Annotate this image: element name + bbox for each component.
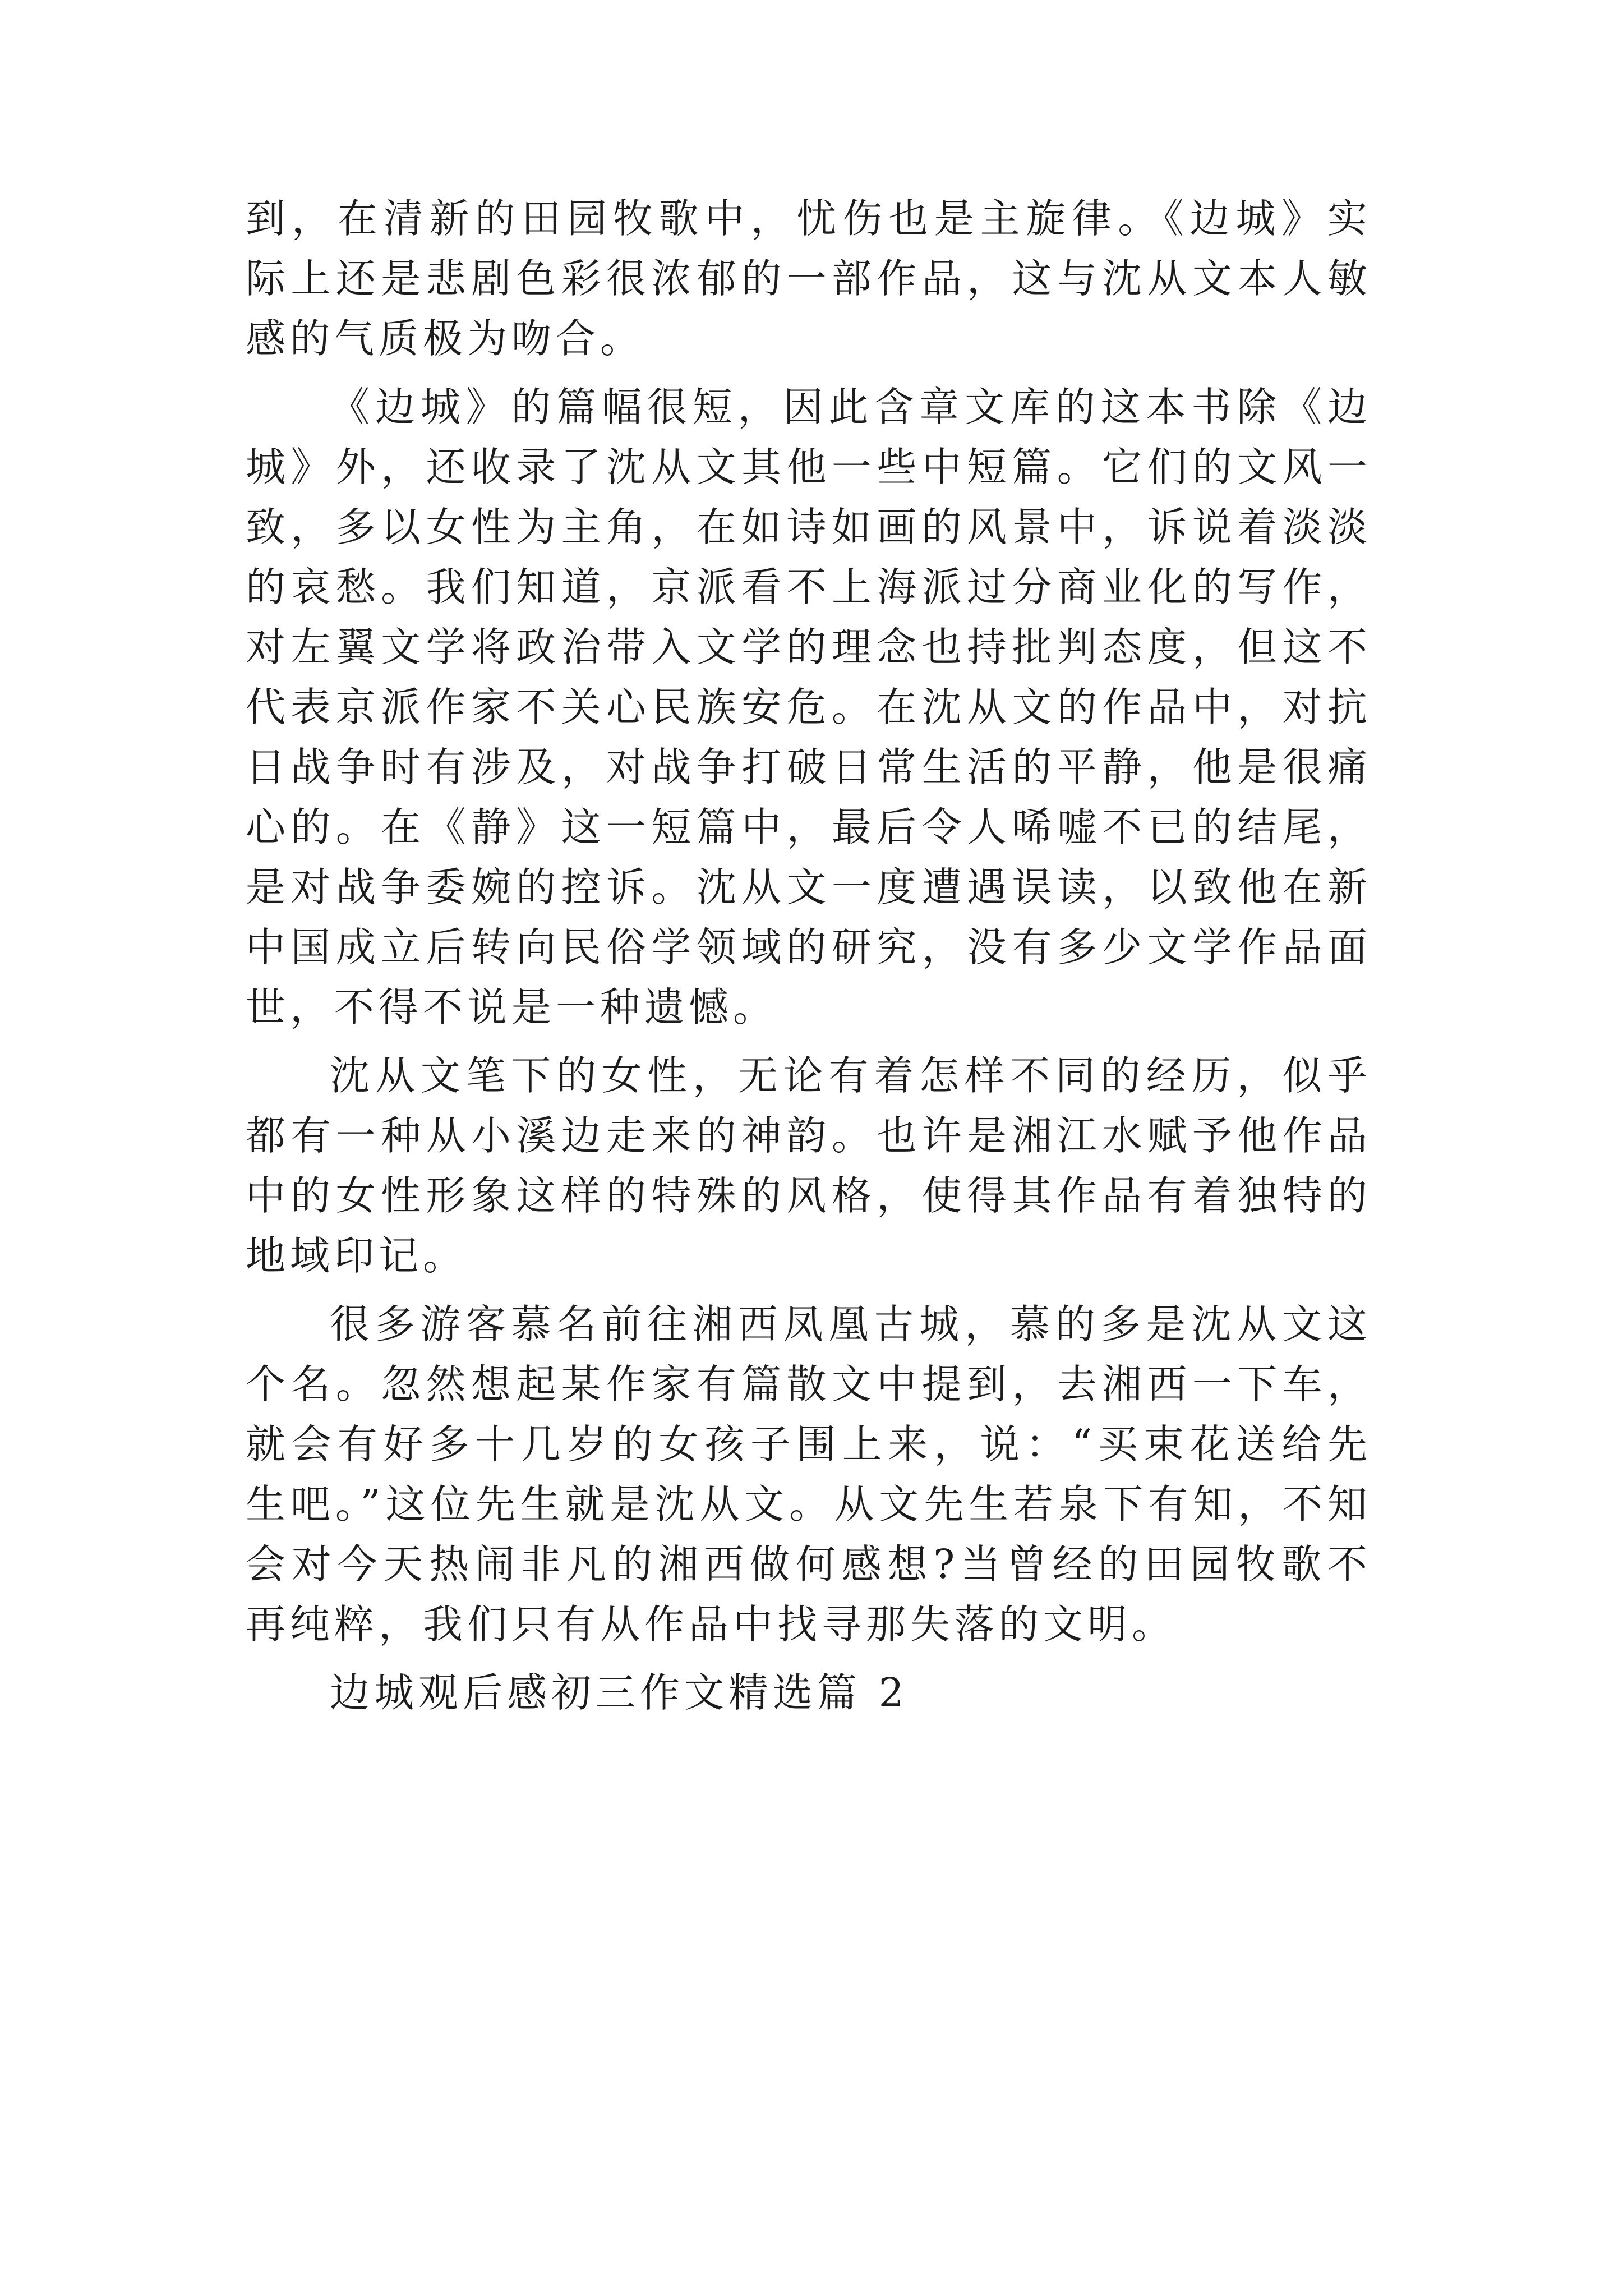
section-heading: 边城观后感初三作文精选篇 2 (330, 1669, 909, 1716)
paragraph-continuation: 到，在清新的田园牧歌中，忧伤也是主旋律。《边城》实际上还是悲剧色彩很浓郁的一部作品，这与沈从文本人敏感的气质极为吻合。 (246, 195, 1372, 362)
paragraph-xiangxi-visitors: 很多游客慕名前往湘西凤凰古城，慕的多是沈从文这个名。忽然想起某作家有篇散文中提到，去湘西一下车，就会有好多十几岁的女孩子围上来，说：“买束花送给先生吧。”这位先生就是沈从文。从文先生若泉下有知，不知会对今天热闹非凡的湘西做何感想?当曾经的田园牧歌不再纯粹，我们只有从作品中找寻那失落的文明。 (246, 1301, 1372, 1648)
paragraph-biancheng-length: 《边城》的篇幅很短，因此含章文库的这本书除《边城》外，还收录了沈从文其他一些中短篇。它们的文风一致，多以女性为主角，在如诗如画的风景中，诉说着淡淡的哀愁。我们知道，京派看不上海派过分商业化的写作，对左翼文学将政治带入文学的理念也持批判态度，但这不代表京派作家不关心民族安危。在沈从文的作品中，对抗日战争时有涉及，对战争打破日常生活的平静，他是很痛心的。在《静》这一短篇中，最后令人唏嘘不已的结尾，是对战争委婉的控诉。沈从文一度遭遇误读，以致他在新中国成立后转向民俗学领域的研究，没有多少文学作品面世，不得不说是一种遗憾。 (246, 384, 1372, 1030)
document-body (246, 188, 1372, 1731)
paragraph-female-characters: 沈从文笔下的女性，无论有着怎样不同的经历，似乎都有一种从小溪边走来的神韵。也许是湘江水赋予他作品中的女性形象这样的特殊的风格，使得其作品有着独特的地域印记。 (246, 1052, 1372, 1279)
